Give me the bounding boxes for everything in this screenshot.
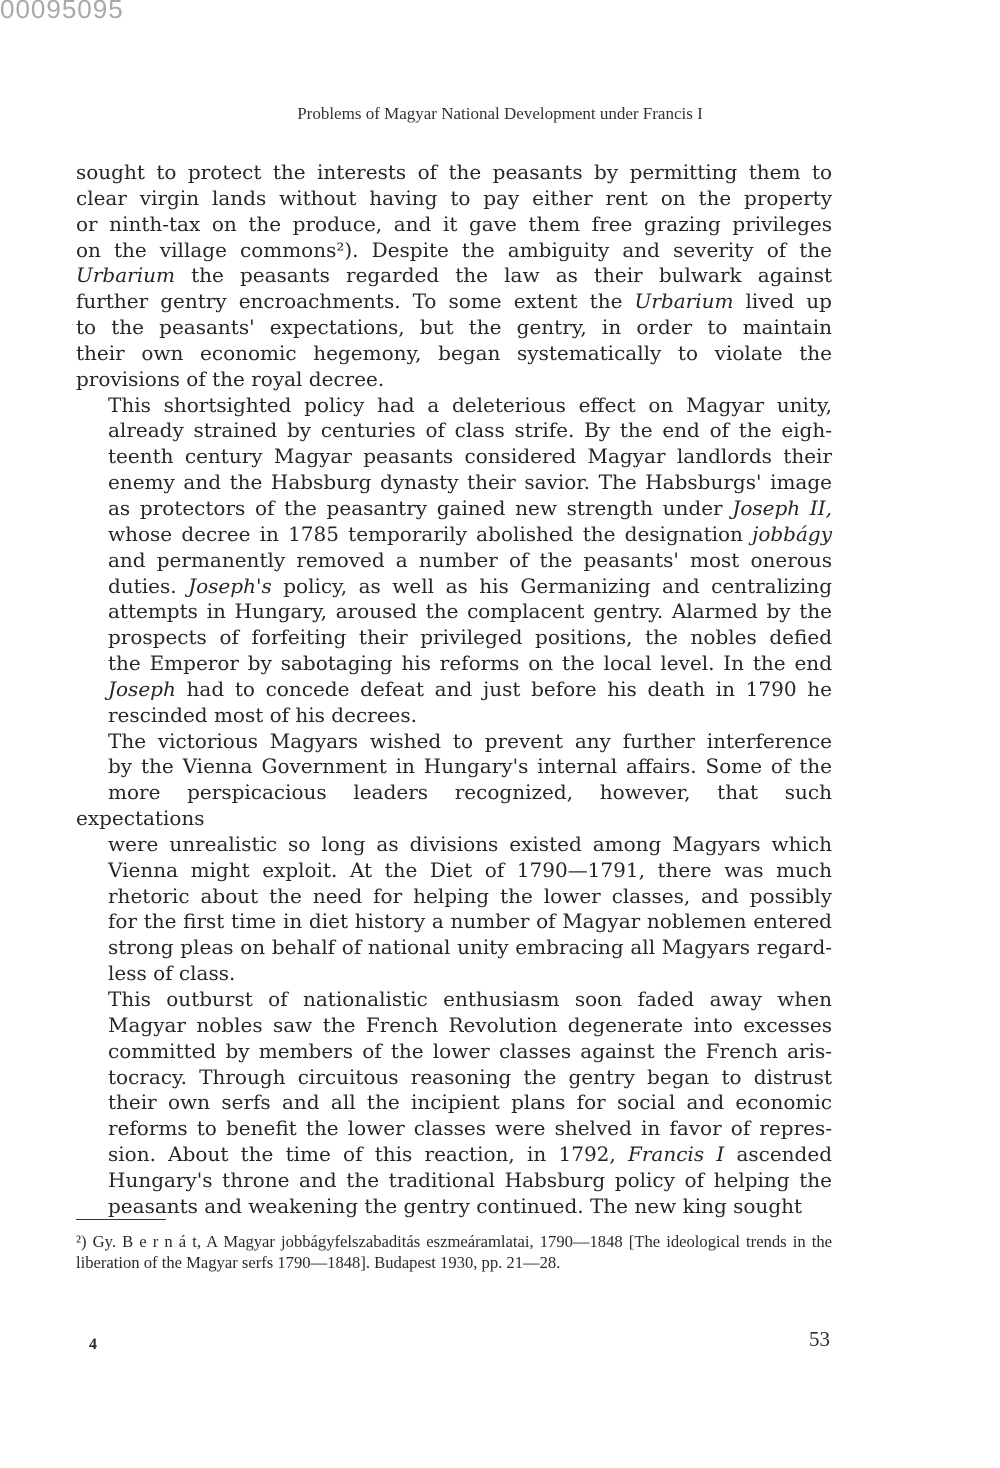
text-line: as protectors of the peasantry gained new strength under Joseph II, [108,495,833,520]
text-line: Hungary's throne and the traditional Habsburg policy of helping the [108,1167,832,1192]
text-line: less of class. [108,961,236,986]
italic-term: Francis I [627,1142,725,1167]
text-line: Joseph had to concede defeat and just before his death in 1790 he [108,676,832,701]
text-line: rhetoric about the need for helping the lower classes, and possibly [108,883,832,908]
footnote-text: A Magyar jobbágyfelszabaditás eszmeáramlatai, 1790—1848 [The ideological trends in the liberation of the Magyar serfs 1790—1848]. Budapest 1930, pp. 21—28. [76,1232,832,1272]
text-line: more perspicacious leaders recognized, however, that such expectations [76,780,832,831]
text-line: to the peasants' expectations, but the gentry, in order to maintain [76,315,832,340]
text-line: by the Vienna Government in Hungary's internal affairs. Some of the [108,754,832,779]
text-line: Urbarium the peasants regarded the law as their bulwark against [76,263,832,288]
italic-term: Urbarium [634,289,734,314]
text-line: their own serfs and all the incipient plans for social and economic [108,1090,832,1115]
italic-term: Joseph II, [732,495,833,520]
text-line: attempts in Hungary, aroused the complacent gentry. Alarmed by the [108,599,832,624]
page-number: 53 [809,1327,830,1351]
text-line: were unrealistic so long as divisions existed among Magyars which [108,831,832,856]
scan-id: 00095095 [0,0,124,24]
footnote-rule [76,1219,166,1220]
text-line: whose decree in 1785 temporarily abolished the designation jobbágy [108,521,832,546]
footnote-author-prefix: Gy. [92,1232,116,1251]
italic-term: Urbarium [76,263,175,288]
text-line: or ninth-tax on the produce, and it gave them free grazing privileges [76,211,832,236]
text-line: on the village commons²). Despite the ambiguity and severity of the [76,237,832,262]
paragraph [76,160,832,393]
italic-term: Joseph [108,676,176,701]
text-line: provisions of the royal decree. [76,366,385,391]
text-line: and permanently removed a number of the peasants' most onerous [108,547,832,572]
text-line: Vienna might exploit. At the Diet of 1790—1791, there was much [108,857,832,882]
text-line: duties. Joseph's policy, as well as his Germanizing and centralizing [108,573,832,598]
italic-term: Joseph's [188,573,272,598]
signature-mark: 4 [89,1336,97,1353]
paragraph [76,729,832,987]
footnote-marker: ²) [76,1232,87,1251]
text-line: for the first time in diet history a number of Magyar noblemen entered [108,909,832,934]
footnote [76,1232,832,1273]
text-line: rescinded most of his decrees. [108,702,417,727]
text-line: sion. About the time of this reaction, in 1792, Francis I ascended [108,1142,832,1167]
text-line: Magyar nobles saw the French Revolution degenerate into excesses [108,1012,832,1037]
text-line: The victorious Magyars wished to prevent any further interference [108,728,832,753]
text-line: clear virgin lands without having to pay either rent on the property [76,185,832,210]
text-line: enemy and the Habsburg dynasty their savior. The Habsburgs' image [108,470,832,495]
text-line: committed by members of the lower classes against the French aris- [108,1038,832,1063]
text-line: tocracy. Through circuitous reasoning the gentry began to distrust [108,1064,832,1089]
paragraph [76,393,832,729]
paragraph [76,987,832,1220]
text-line: their own economic hegemony, began systematically to violate the [76,340,832,365]
text-line: the Emperor by sabotaging his reforms on the local level. In the end [108,651,832,676]
running-head: Problems of Magyar National Development under Francis I [297,104,703,123]
text-line: strong pleas on behalf of national unity embracing all Magyars regard- [108,935,832,960]
text-line: already strained by centuries of class strife. By the end of the eigh- [108,418,832,443]
footnote-author: B e r n á t, [122,1232,201,1251]
text-line: peasants and weakening the gentry continued. The new king sought [108,1193,803,1218]
text-line: sought to protect the interests of the peasants by permitting them to [76,160,832,184]
text-line: This shortsighted policy had a deleterious effect on Magyar unity, [108,392,832,417]
body-text [76,160,832,1220]
text-line: further gentry encroachments. To some extent the Urbarium lived up [76,289,832,314]
text-line: teenth century Magyar peasants considered Magyar landlords their [108,444,832,469]
text-line: prospects of forfeiting their privileged positions, the nobles defied [108,625,832,650]
italic-term: jobbágy [752,521,832,546]
text-line: reforms to benefit the lower classes were shelved in favor of repres- [108,1116,832,1141]
text-line: This outburst of nationalistic enthusiasm soon faded away when [108,987,832,1011]
